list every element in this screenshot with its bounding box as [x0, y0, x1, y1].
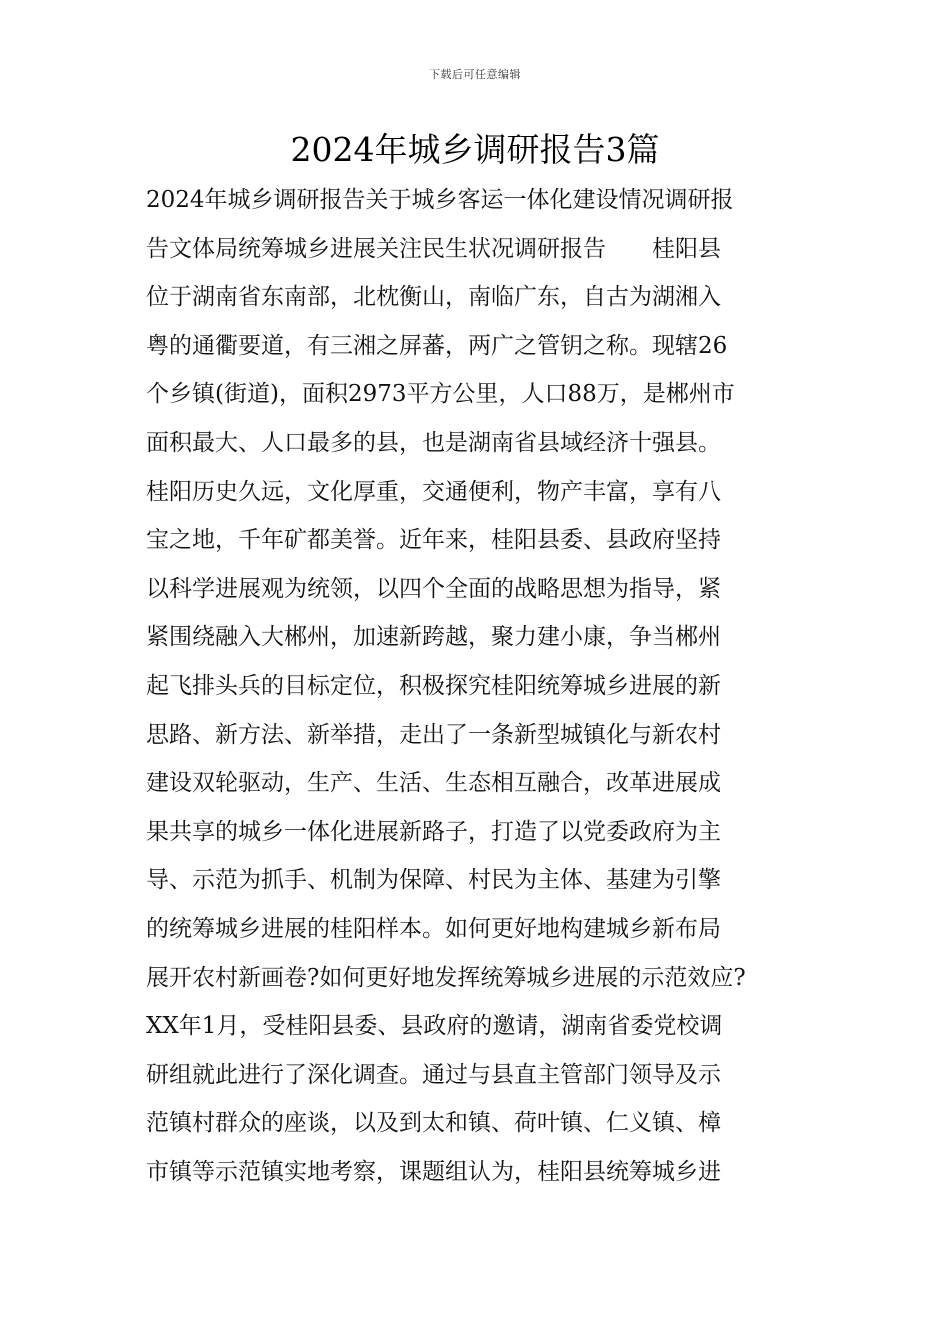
text-line: 果共享的城乡一体化进展新路子，打造了以党委政府为主: [146, 818, 721, 845]
text-line: 展开农村新画卷?如何更好地发挥统筹城乡进展的示范效应?: [146, 964, 746, 991]
text-line: 市镇等示范镇实地考察，课题组认为，桂阳县统筹城乡进: [146, 1158, 721, 1185]
text-line: 思路、新方法、新举措，走出了一条新型城镇化与新农村: [146, 721, 721, 748]
text-line: 的统筹城乡进展的桂阳样本。如何更好地构建城乡新布局: [146, 915, 721, 942]
text-line: 桂阳历史久远，文化厚重，交通便利，物产丰富，享有八: [146, 478, 721, 505]
text-line: 宝之地，千年矿都美誉。近年来，桂阳县委、县政府坚持: [146, 527, 721, 554]
text-line: 位于湖南省东南部，北枕衡山，南临广东，自古为湖湘入: [146, 284, 721, 311]
page-header-note: 下载后可任意编辑: [429, 68, 521, 81]
text-line: 导、示范为抓手、机制为保障、村民为主体、基建为引擎: [146, 867, 721, 894]
text-line: 建设双轮驱动，生产、生活、生态相互融合，改革进展成: [146, 770, 721, 797]
text-line: 面积最大、人口最多的县，也是湖南省县域经济十强县。: [146, 429, 721, 456]
text-line: 研组就此进行了深化调查。通过与县直主管部门领导及示: [146, 1061, 721, 1088]
text-line: 以科学进展观为统领，以四个全面的战略思想为指导，紧: [146, 575, 721, 602]
text-line: 个乡镇(街道)，面积2973平方公里，人口88万，是郴州市: [146, 381, 735, 408]
text-line: 粤的通衢要道，有三湘之屏蕃，两广之管钥之称。现辖26: [146, 332, 728, 359]
text-line: 告文体局统筹城乡进展关注民生状况调研报告 桂阳县: [146, 235, 721, 262]
text-line: XX年1月，受桂阳县委、县政府的邀请，湖南省委党校调: [146, 1013, 723, 1040]
document-title: 2024年城乡调研报告3篇: [290, 130, 660, 169]
text-line: 范镇村群众的座谈，以及到太和镇、荷叶镇、仁义镇、樟: [146, 1110, 721, 1137]
text-line: 2024年城乡调研报告关于城乡客运一体化建设情况调研报: [146, 187, 734, 213]
text-line: 紧围绕融入大郴州，加速新跨越，聚力建小康，争当郴州: [146, 624, 721, 651]
body-paragraph: [146, 176, 816, 1196]
text-line: 起飞排头兵的目标定位，积极探究桂阳统筹城乡进展的新: [146, 672, 721, 699]
